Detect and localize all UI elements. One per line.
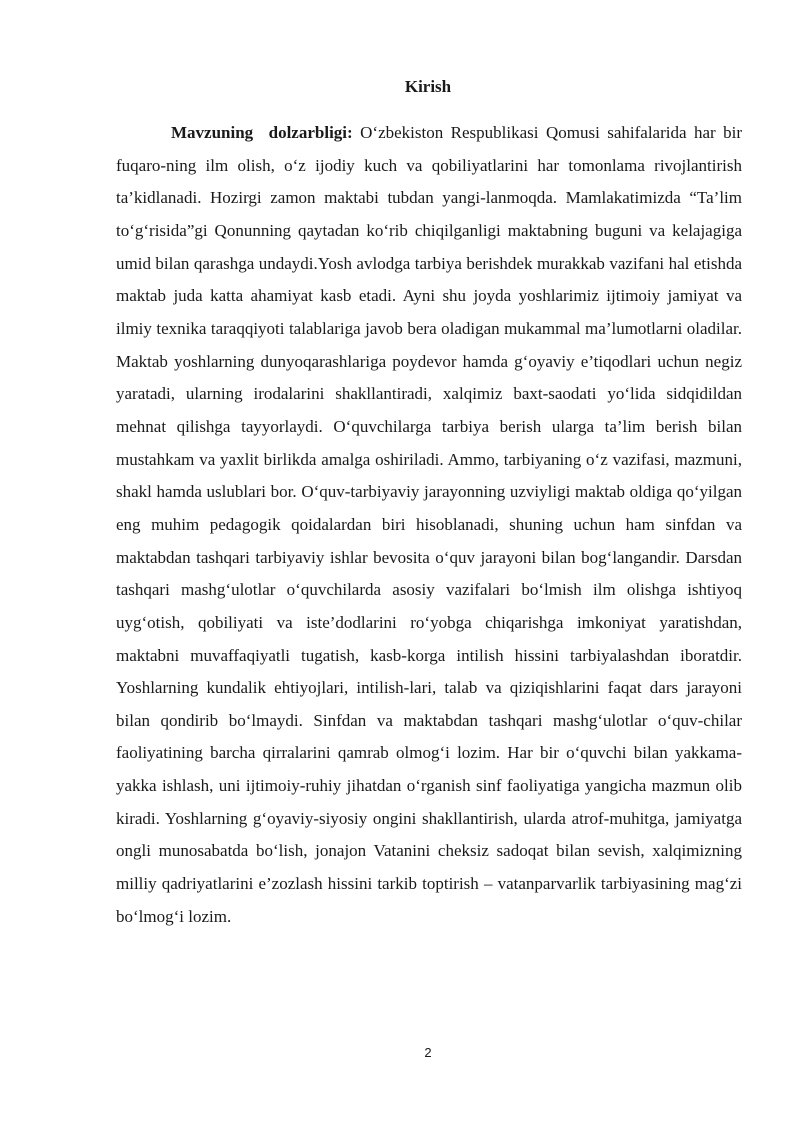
- paragraph-lead-label: Mavzuning dolzarbligi:: [171, 123, 353, 142]
- paragraph-text: O‘zbekiston Respublikasi Qomusi sahifalarida har bir fuqaro-ning ilm olish, o‘z ijodiy kuch va qobiliyatlarini har tomonlama rivojlantirish ta’kidlanadi. Hozirgi zamon maktabi tubdan yangi-lanmoqda. Mamlakatimizda “Ta’lim to‘g‘risida”gi Qonunning qaytadan ko‘rib chiqilganligi maktabning buguni va kelajagiga umid bilan qarashga undaydi.Yosh avlodga tarbiya berishdek murakkab vazifani hal etishda maktab juda katta ahamiyat kasb etadi. Ayni shu joyda yoshlarimiz ijtimoiy jamiyat va ilmiy texnika taraqqiyoti talablariga javob bera oladigan mukammal ma’lumotlarni oladilar. Maktab yoshlarning dunyoqarashlariga poydevor hamda g‘oyaviy e’tiqodlari uchun negiz yaratadi, ularning irodalarini shakllantiradi, xalqimiz baxt-saodati yo‘lida sidqidildan mehnat qilishga tayyorlaydi. O‘quvchilarga tarbiya berish ularga ta’lim berish bilan mustahkam va yaxlit birlikda amalga oshiriladi. Ammo, tarbiyaning o‘z vazifasi, mazmuni, shakl hamda uslublari bor. O‘quv-tarbiyaviy jarayonning uzviyligi maktab oldiga qo‘yilgan eng muhim pedagogik qoidalardan biri hisoblanadi, shuning uchun ham sinfdan va maktabdan tashqari tarbiyaviy ishlar bevosita o‘quv jarayoni bilan bog‘langandir. Darsdan tashqari mashg‘ulotlar o‘quvchilarda asosiy vazifalari bo‘lmish ilm olishga ishtiyoq uyg‘otish, qobiliyati va iste’dodlarini ro‘yobga chiqarishga imkoniyat yaratishdan, maktabni muvaffaqiyatli tugatish, kasb-korga intilish hissini tarbiyalashdan iboratdir. Yoshlarning kundalik ehtiyojlari, intilish-lari, talab va qiziqishlarini faqat dars jarayoni bilan qondirib bo‘lmaydi. Sinfdan va maktabdan tashqari mashg‘ulotlar o‘quv-chilar faoliyatining barcha qirralarini qamrab olmog‘i lozim. Har bir o‘quvchi bilan yakkama-yakka ishlash, uni ijtimoiy-ruhiy jihatdan o‘rganish sinf faoliyatiga yangicha mazmun olib kiradi. Yoshlarning g‘oyaviy-siyosiy ongini shakllantirish, ularda atrof-muhitga, jamiyatga ongli munosabatda bo‘lish, jonajon Vatanini cheksiz sadoqat bilan sevish, xalqimizning milliy qadriyatlarini e’zozlash hissini tarkib toptirish – vatanparvarlik tarbiyasining mag‘zi bo‘lmog‘i lozim.: [116, 123, 743, 926]
- body-paragraph: [116, 117, 742, 933]
- section-heading: Kirish: [404, 77, 452, 96]
- page-number: 2: [424, 1045, 432, 1060]
